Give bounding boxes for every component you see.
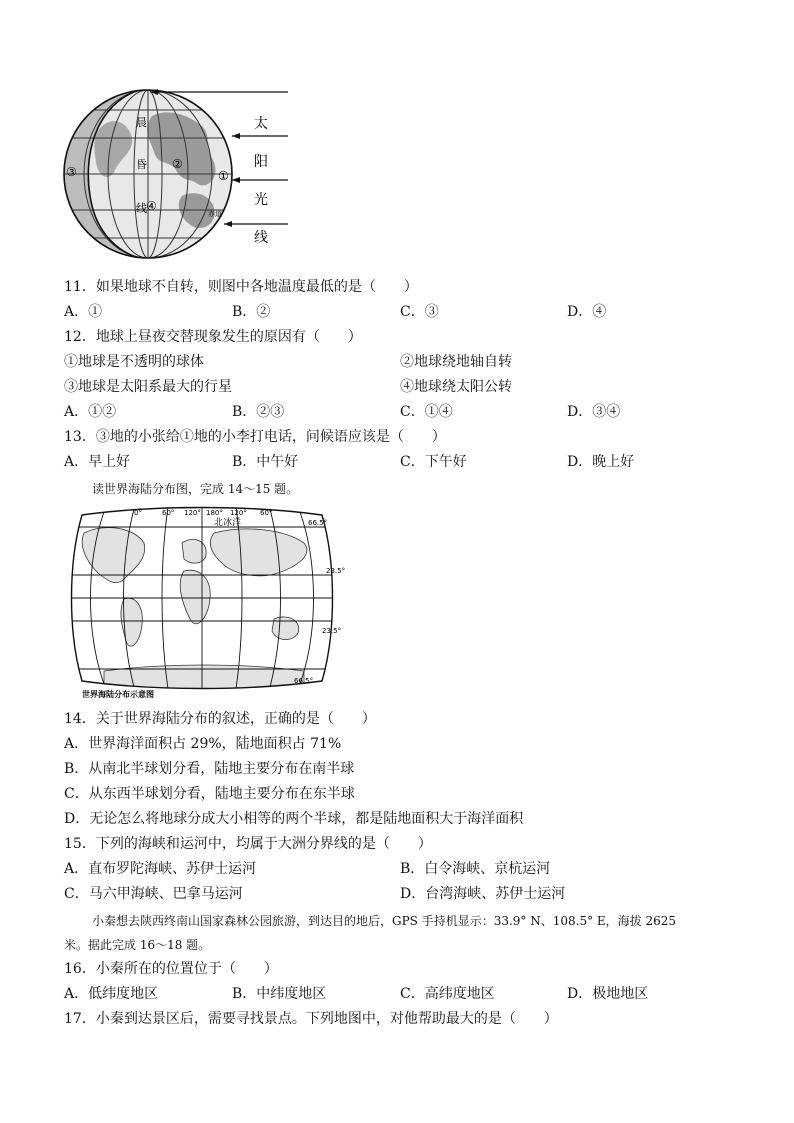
q11-option-d[interactable]: D．④ [567, 304, 607, 320]
q16-option-a[interactable]: A．低纬度地区 [64, 986, 159, 1002]
q12-statement-3: ③地球是太阳系最大的行星 [64, 379, 232, 395]
q17-stem: 17．小秦到达景区后，需要寻找景点。下列地图中，对他帮助最大的是（ ） [64, 1011, 558, 1027]
label-chen: 晨 [136, 116, 147, 129]
q12-option-b[interactable]: B．②③ [232, 404, 285, 420]
lon-label-120e: 120° [184, 509, 201, 517]
q16-option-d[interactable]: D．极地地区 [567, 986, 649, 1002]
q16-option-b[interactable]: B．中纬度地区 [232, 986, 327, 1002]
label-equator: 赤道 [208, 210, 222, 218]
q15-option-d[interactable]: D．台湾海峡、苏伊士运河 [400, 886, 566, 902]
label-point-4: ④ [146, 199, 157, 213]
q12-option-d[interactable]: D．③④ [567, 404, 621, 420]
lon-label-60w: 60° [260, 509, 273, 517]
label-point-2: ② [172, 157, 183, 171]
q14-stem: 14．关于世界海陆分布的叙述，正确的是（ ） [64, 711, 376, 727]
sun-label-1: 太 [254, 116, 268, 132]
sun-label-3: 光 [254, 192, 268, 208]
map-caption: 世界海陆分布示意图 [82, 690, 154, 699]
world-map-figure [64, 503, 346, 701]
q12-option-a[interactable]: A．①② [64, 404, 117, 420]
q13-option-c[interactable]: C．下午好 [400, 454, 467, 470]
label-point-3: ③ [66, 165, 77, 179]
q11-option-a[interactable]: A．① [64, 304, 103, 320]
q14-option-a[interactable]: A．世界海洋面积占 29%，陆地面积占 71% [64, 736, 342, 752]
q12-statement-4: ④地球绕太阳公转 [400, 379, 512, 395]
q15-option-a[interactable]: A．直布罗陀海峡、苏伊士运河 [64, 861, 257, 877]
q14-option-c[interactable]: C．从东西半球划分看，陆地主要分布在东半球 [64, 786, 355, 802]
sun-label-2: 阳 [254, 154, 268, 170]
q15-option-b[interactable]: B．白令海峡、京杭运河 [400, 861, 551, 877]
lat-label-66-s: 66.5° [294, 677, 314, 685]
lon-label-180: 180° [206, 509, 223, 517]
q12-option-c[interactable]: C．①④ [400, 404, 453, 420]
label-hun: 昏 [136, 158, 147, 171]
lat-label-23-n: 23.5° [326, 567, 346, 575]
q12-stem: 12．地球上昼夜交替现象发生的原因有（ ） [64, 329, 362, 345]
q14-option-b[interactable]: B．从南北半球划分看，陆地主要分布在南半球 [64, 761, 355, 777]
q14-option-d[interactable]: D．无论怎么将地球分成大小相等的两个半球，都是陆地面积大于海洋面积 [64, 811, 524, 827]
label-point-1: ① [218, 169, 229, 183]
lon-label-60: 60° [162, 509, 175, 517]
q15-stem: 15．下列的海峡和运河中，均属于大洲分界线的是（ ） [64, 836, 432, 852]
q16-stem: 16．小秦所在的位置位于（ ） [64, 961, 278, 977]
q11-option-b[interactable]: B．② [232, 304, 271, 320]
q16-option-c[interactable]: C．高纬度地区 [400, 986, 495, 1002]
lon-label-0: 0° [134, 509, 142, 517]
q13-option-d[interactable]: D．晚上好 [567, 454, 635, 470]
q15-option-c[interactable]: C．马六甲海峡、巴拿马运河 [64, 886, 243, 902]
globe-figure [62, 86, 294, 264]
q11-option-c[interactable]: C．③ [400, 304, 439, 320]
ocean-label-arctic: 北冰洋 [214, 518, 242, 528]
intro-16-18-line-2: 米。据此完成 16～18 题。 [64, 938, 211, 952]
q13-option-b[interactable]: B．中午好 [232, 454, 299, 470]
lat-label-66-n: 66.5° [308, 519, 328, 527]
lat-label-23-s: 23.5° [322, 627, 342, 635]
q12-statement-1: ①地球是不透明的球体 [64, 354, 204, 370]
intro-14-15: 读世界海陆分布图，完成 14～15 题。 [92, 482, 299, 496]
label-xian: 线 [136, 202, 147, 215]
q13-option-a[interactable]: A．早上好 [64, 454, 131, 470]
intro-16-18-line-1: 小秦想去陕西终南山国家森林公园旅游，到达目的地后，GPS 手持机显示：33.9° N、108.5° E，海拔 2625 [92, 914, 677, 928]
q11-stem: 11．如果地球不自转，则图中各地温度最低的是（ ） [64, 279, 418, 295]
sun-label-4: 线 [254, 230, 268, 246]
q13-stem: 13．③地的小张给①地的小李打电话，问候语应该是（ ） [64, 429, 446, 445]
q12-statement-2: ②地球绕地轴自转 [400, 354, 512, 370]
lon-label-120w: 120° [230, 509, 247, 517]
